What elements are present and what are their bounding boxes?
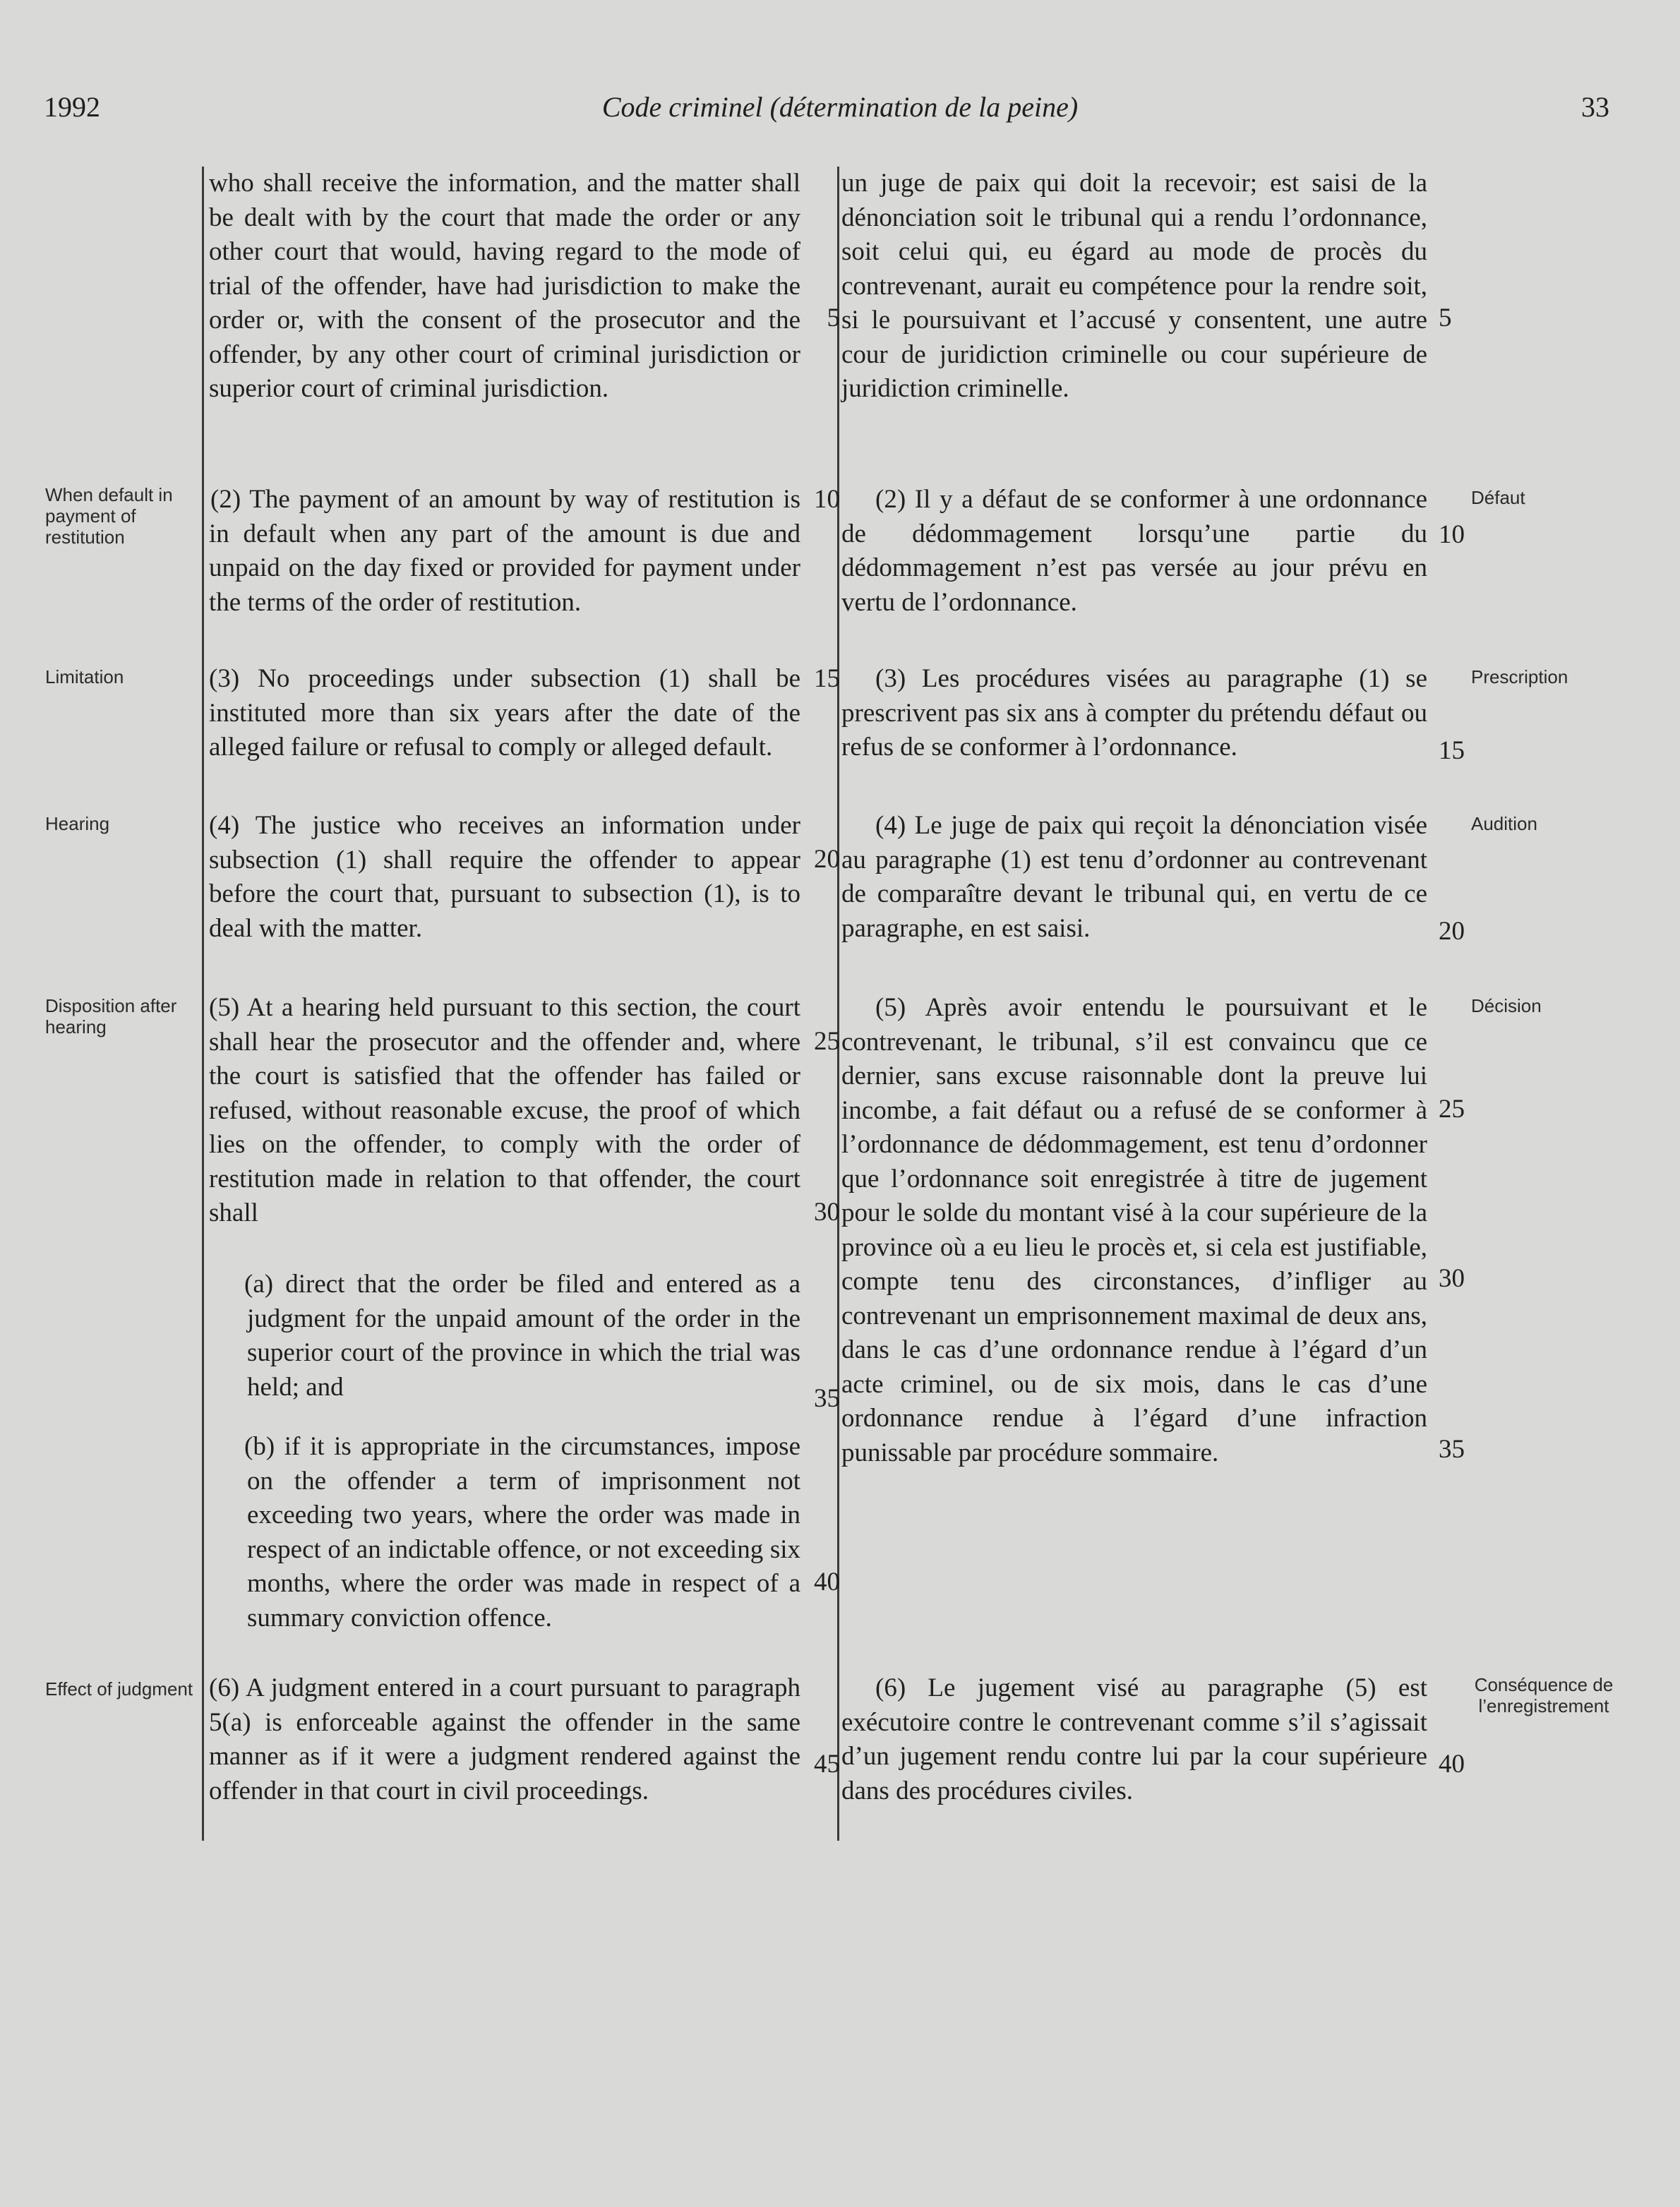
english-paragraph-continuation: who shall receive the information, and the matter shall be dealt with by the court that made the order or any other court that would, having regard to the mode of trial of the offender, have had jurisdiction to make the order or, with the consent of the prosecutor and the offender, by any other court of criminal jurisdiction or superior court of criminal jurisdiction. — [209, 169, 800, 403]
english-paragraph-4: (4) The justice who receives an information under subsection (1) shall require the offender to appear before the court that, pursuant to subsection (1), is to deal with the matter. — [209, 811, 800, 943]
english-line-number-15: 15 — [814, 664, 840, 693]
english-paragraph-5: (5) At a hearing held pursuant to this section, the court shall hear the prosecutor and the offender and, where the court is satisfied that the offender has failed or refused, without reasonable excuse, the proof of which lies on the offender, to comply with the order of restitution made in relation to that offender, the court shall — [209, 993, 800, 1227]
marginal-note-audition: Audition — [1471, 813, 1537, 834]
english-column-rule — [202, 167, 204, 1841]
running-title: Code criminel (détermination de la peine) — [601, 91, 1079, 123]
english-line-number-45: 45 — [814, 1750, 840, 1779]
page-number: 33 — [1581, 91, 1609, 123]
marginal-note-disposition: Disposition after hearing — [45, 995, 177, 1038]
english-line-number-10: 10 — [814, 485, 840, 514]
english-line-number-30: 30 — [814, 1198, 840, 1227]
french-paragraph-4: (4) Le juge de paix qui reçoit la dénonciation visée au paragraphe (1) est tenu d’ordonner au contrevenant de comparaître devant le tribunal qui, en vertu de ce paragraphe, en est saisi. — [841, 811, 1427, 943]
marginal-note-limitation: Limitation — [45, 666, 124, 687]
marginal-note-prescription: Prescription — [1471, 666, 1568, 687]
marginal-note-consequence: Conséquence de l’enregistrement — [1474, 1674, 1614, 1716]
english-line-number-5: 5 — [827, 303, 840, 332]
english-paragraph-6: (6) A judgment entered in a court pursuant to paragraph 5(a) is enforceable against the offender in the same manner as if it were a judgment rendered against the offender in that court in civil proceedings. — [209, 1673, 800, 1805]
french-line-number-40: 40 — [1439, 1750, 1465, 1779]
english-paragraph-2: (2) The payment of an amount by way of restitution is in default when any part of the amount is due and unpaid on the day fixed or provided for payment under the terms of the order of restitution. — [209, 485, 800, 617]
marginal-note-defaut: Défaut — [1471, 487, 1525, 508]
french-line-number-25: 25 — [1439, 1095, 1465, 1124]
french-line-number-10: 10 — [1439, 520, 1465, 549]
marginal-note-decision: Décision — [1471, 995, 1542, 1016]
french-line-number-35: 35 — [1439, 1435, 1465, 1464]
year: 1992 — [44, 91, 100, 123]
english-paragraph-5b: (b) if it is appropriate in the circumstances, impose on the offender a term of imprisonment not exceeding two years, where the order was made in respect of an indictable offence, or not exceeding six months, where the order was made in respect of a summary conviction offence. — [244, 1432, 800, 1632]
marginal-note-hearing: Hearing — [45, 813, 110, 834]
french-paragraph-6: (6) Le jugement visé au paragraphe (5) est exécutoire contre le contrevenant comme s’il s’agissait d’un jugement rendu contre lui par la cour supérieure dans des procédures civiles. — [841, 1673, 1427, 1805]
marginal-note-effect-of-judgment: Effect of judgment — [45, 1678, 193, 1700]
french-paragraph-continuation: un juge de paix qui doit la recevoir; est saisi de la dénonciation soit le tribunal qui a rendu l’ordonnance, soit celui qui, eu égard au mode de procès du contrevenant, aurait eu compétence pour la rendre soit, si le poursuivant et l’accusé y consentent, une autre cour de juridiction criminelle ou cour supérieure de juridiction criminelle. — [841, 169, 1427, 403]
english-paragraph-5a: (a) direct that the order be filed and entered as a judgment for the unpaid amount of the order in the superior court of the province in which the trial was held; and — [244, 1270, 800, 1402]
english-line-number-35: 35 — [814, 1384, 840, 1413]
english-line-number-20: 20 — [814, 845, 840, 874]
french-line-number-20: 20 — [1439, 917, 1465, 946]
english-line-number-40: 40 — [814, 1568, 840, 1596]
marginal-note-default-restitution: When default in payment of restitution — [45, 484, 173, 548]
french-paragraph-2: (2) Il y a défaut de se conformer à une ordonnance de dédommagement lorsqu’une partie du dédommagement n’est pas versée au jour prévu en vertu de l’ordonnance. — [841, 485, 1427, 617]
french-line-number-5: 5 — [1439, 303, 1452, 332]
french-paragraph-5: (5) Après avoir entendu le poursuivant et le contrevenant, le tribunal, s’il est convaincu que ce dernier, sans excuse raisonnable dont la preuve lui incombe, a fait défaut ou a refusé de se conformer à l’ordonnance de dédommagement, est tenu d’ordonner que l’ordonnance soit enregistrée à titre de jugement pour le solde du montant visé à la cour supérieure de la province où a eu lieu le procès et, si cela est justifiable, compte tenu des circonstances, d’infliger au contrevenant un emprisonnement maximal de deux ans, dans le cas d’une ordonnance rendue à l’égard d’un acte criminel, ou de six mois, dans le cas d’une ordonnance rendue à l’égard d’une infraction punissable par procédure sommaire. — [841, 993, 1427, 1467]
french-paragraph-3: (3) Les procédures visées au paragraphe (1) se prescrivent pas six ans à compter du prétendu défaut ou refus de se conformer à l’ordonnance. — [841, 664, 1427, 762]
french-line-number-30: 30 — [1439, 1264, 1465, 1293]
english-line-number-25: 25 — [814, 1027, 840, 1056]
english-paragraph-3: (3) No proceedings under subsection (1) shall be instituted more than six years after the date of the alleged failure or refusal to comply or alleged default. — [209, 664, 800, 762]
french-line-number-15: 15 — [1439, 736, 1465, 765]
